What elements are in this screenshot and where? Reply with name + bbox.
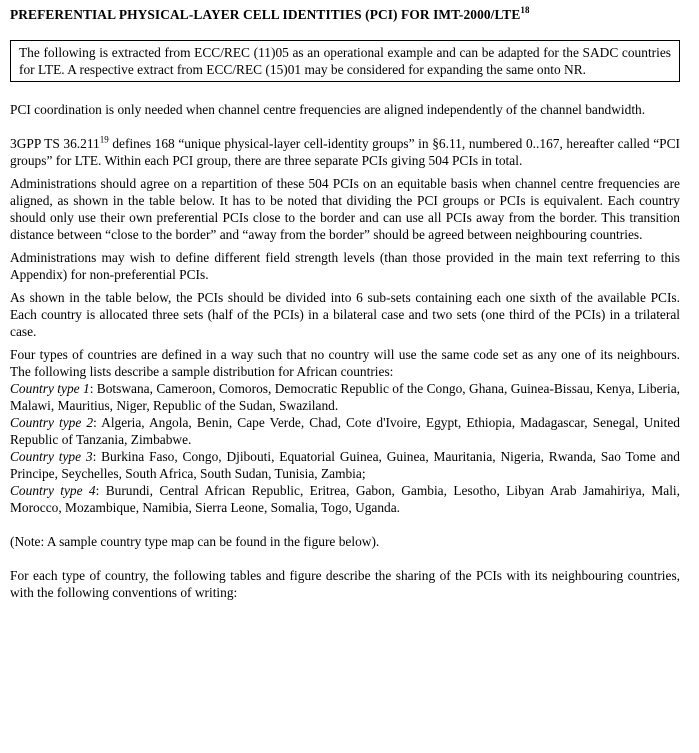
paragraph-3gpp-start: 3GPP TS 36.211 <box>10 136 100 151</box>
country-type-4-countries: : Burundi, Central African Republic, Eritrea, Gabon, Gambia, Lesotho, Libyan Arab Jamahiriya, Mali, Morocco, Mozambique, Namibia, Sierra Leone, Somalia, Togo, Uganda. <box>10 483 680 515</box>
paragraph-conventions: For each type of country, the following tables and figure describe the sharing of the PCIs with its neighbouring countries, with the following conventions of writing: <box>10 568 680 600</box>
footnote-ref-18[interactable]: 18 <box>520 4 530 15</box>
paragraph-3gpp-rest: defines 168 “unique physical-layer cell-identity groups” in §6.11, numbered 0..167, hereafter called “PCI groups” for LTE. Within each PCI group, there are three separate PCIs giving 504 PCIs in total. <box>10 136 680 168</box>
country-type-4 <box>10 482 680 516</box>
paragraph-admin-field-strength: Administrations may wish to define different field strength levels (than those provided in the main text referring to this Appendix) for non-preferential PCIs. <box>10 250 680 282</box>
paragraph-pci-coordination: PCI coordination is only needed when channel centre frequencies are aligned independently of the channel bandwidth. <box>10 102 646 117</box>
country-type-2-label: Country type 2 <box>10 415 94 430</box>
country-type-3-label: Country type 3 <box>10 449 93 464</box>
country-type-2 <box>10 414 680 448</box>
document-page <box>10 6 680 601</box>
extract-note-text: The following is extracted from ECC/REC (11)05 as an operational example and can be adapted for the SADC countries for LTE. A respective extract from ECC/REC (15)01 may be considered for expanding the same onto NR. <box>19 45 671 77</box>
paragraph-3gpp <box>10 135 680 169</box>
paragraph-admin-agree: Administrations should agree on a repartition of these 504 PCIs on an equitable basis when channel centre frequencies are aligned, as shown in the table below. It has to be noted that dividing the PCI groups or PCIs is equivalent. Each country should only use their own preferential PCIs close to the border and can use all PCIs away from the border. This transition distance between “close to the border” and “away from the border” should be agreed between neighbouring countries. <box>10 176 680 242</box>
country-type-4-label: Country type 4 <box>10 483 96 498</box>
country-type-1-label: Country type 1 <box>10 381 90 396</box>
country-type-3-countries: : Burkina Faso, Congo, Djibouti, Equatorial Guinea, Guinea, Mauritania, Nigeria, Rwanda, Sao Tome and Principe, Seychelles, South Africa, South Sudan, Tunisia, Zambia; <box>10 449 680 481</box>
paragraph-note-map: (Note: A sample country type map can be found in the figure below). <box>10 534 380 549</box>
country-type-3 <box>10 448 680 482</box>
paragraph-four-types: Four types of countries are defined in a way such that no country will use the same code set as any one of its neighbours. The following lists describe a sample distribution for African countries: <box>10 347 680 379</box>
country-type-list <box>10 380 680 516</box>
paragraph-subsets: As shown in the table below, the PCIs should be divided into 6 sub-sets containing each one sixth of the available PCIs. Each country is allocated three sets (half of the PCIs) in a bilateral case and two sets (one third of the PCIs) in a trilateral case. <box>10 290 680 339</box>
section-heading <box>10 6 680 24</box>
section-heading-text: PREFERENTIAL PHYSICAL-LAYER CELL IDENTITIES (PCI) FOR IMT-2000/LTE <box>10 7 521 22</box>
footnote-ref-19[interactable]: 19 <box>99 134 109 145</box>
country-type-1-countries: : Botswana, Cameroon, Comoros, Democratic Republic of the Congo, Ghana, Guinea-Bissau, Kenya, Liberia, Malawi, Mauritius, Niger, Republic of the Sudan, Swaziland. <box>10 381 680 413</box>
extract-note-box <box>10 40 680 82</box>
country-type-1 <box>10 380 680 414</box>
country-type-2-countries: : Algeria, Angola, Benin, Cape Verde, Chad, Cote d'Ivoire, Egypt, Ethiopia, Madagascar, Senegal, United Republic of Tanzania, Zimbabwe. <box>10 415 680 447</box>
